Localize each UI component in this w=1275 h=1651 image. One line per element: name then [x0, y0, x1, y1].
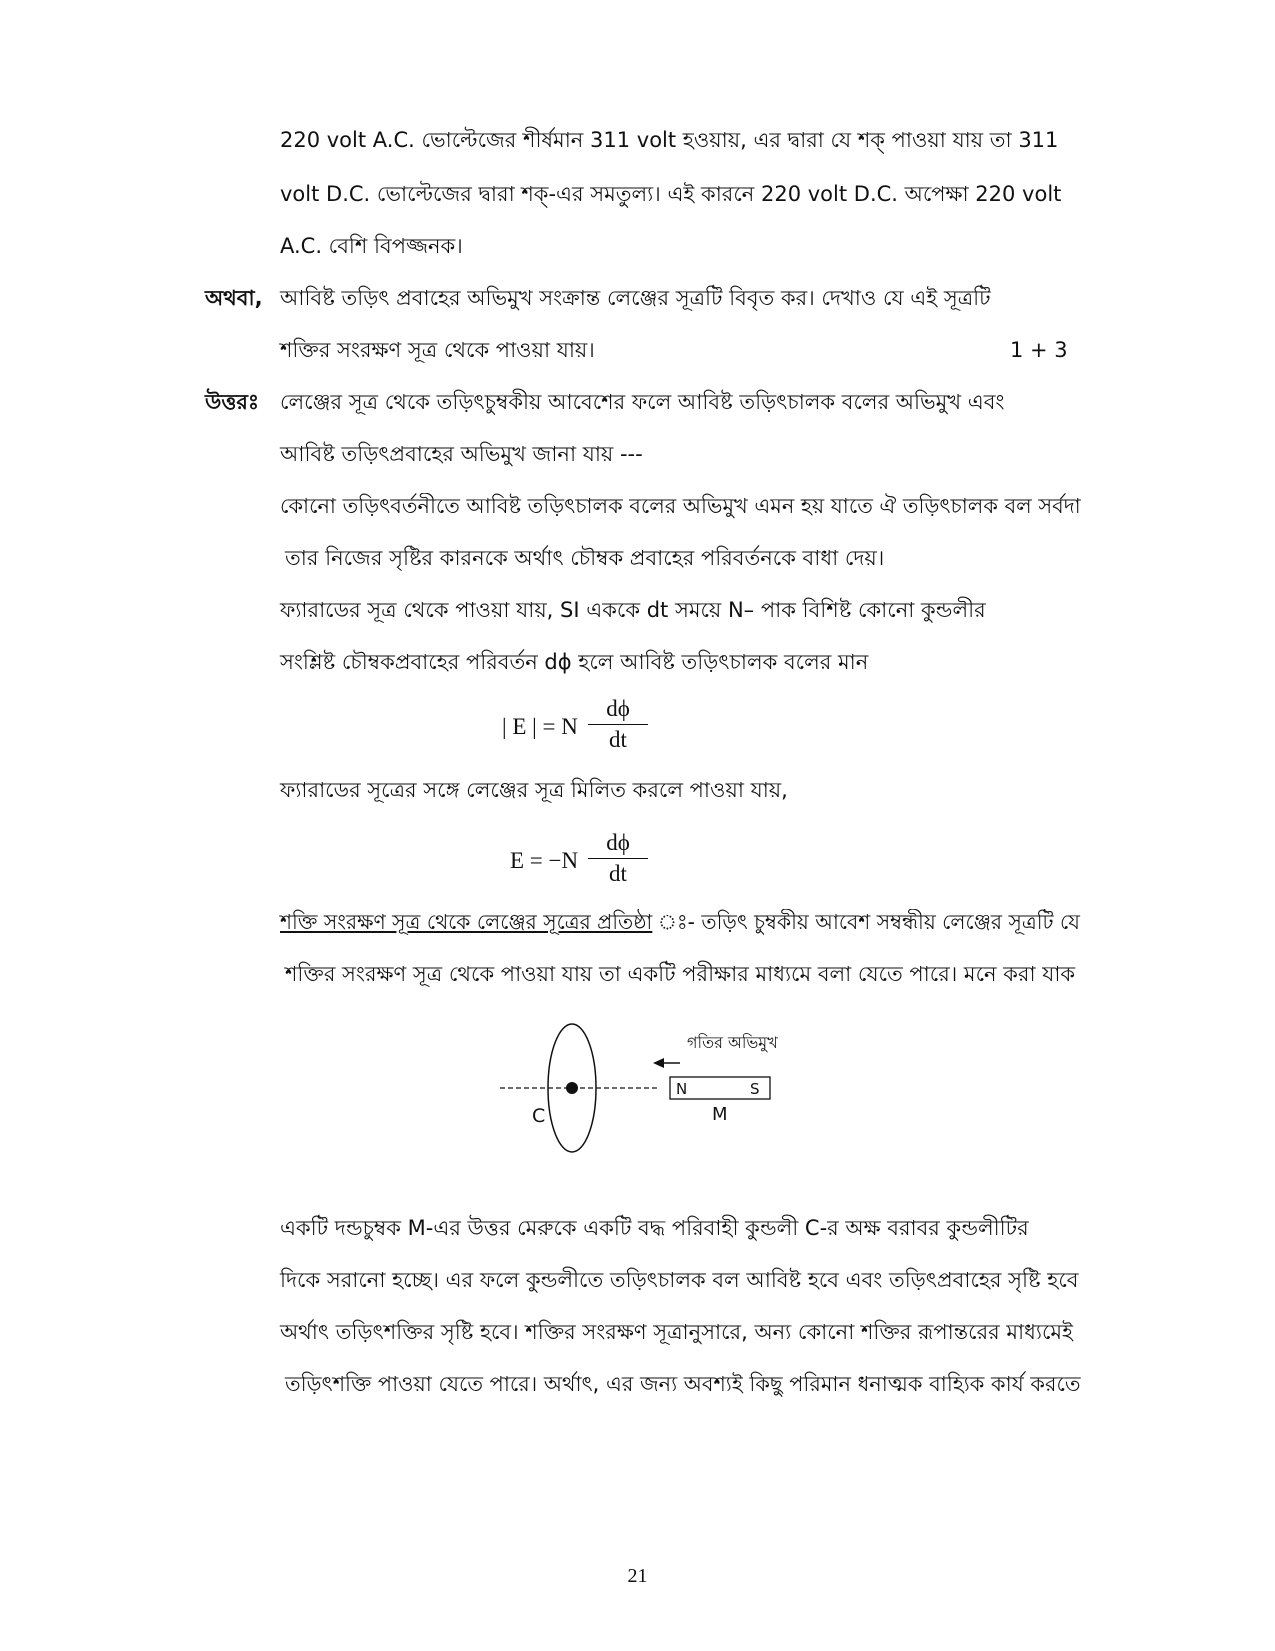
question-marks: 1 + 3	[1010, 338, 1068, 362]
conservation-line-1-rest: ঃ- তড়িৎ চুম্বকীয় আবেশ সম্বন্ধীয় লেঞ্জের সূত্রটি যে	[652, 910, 1080, 934]
conservation-heading: শক্তি সংরক্ষণ সূত্র থেকে লেঞ্জের সূত্রের প্রতিষ্ঠা	[280, 910, 653, 934]
formula-faraday-denominator: dt	[609, 727, 627, 752]
formula-faraday-fraction	[588, 696, 648, 753]
question-line-2: শক্তির সংরক্ষণ সূত্র থেকে পাওয়া যায়।	[280, 338, 595, 362]
answer-line-5: ফ্যারাডের সূত্র থেকে পাওয়া যায়, SI এককে dt সময়ে N– পাক বিশিষ্ট কোনো কুন্ডলীর	[280, 598, 986, 622]
paragraph-top-line-3: A.C. বেশি বিপজ্জনক।	[280, 234, 463, 258]
fraction-bar	[588, 724, 648, 725]
answer-line-4: তার নিজের সৃষ্টির কারনকে অর্থাৎ চৌম্বক প্রবাহের পরিবর্তনকে বাধা দেয়।	[285, 546, 885, 570]
answer-line-1: লেঞ্জের সূত্র থেকে তড়িৎচুম্বকীয় আবেশের ফলে আবিষ্ট তড়িৎচালক বলের অভিমুখ এবং	[280, 390, 1005, 414]
answer-line-3: কোনো তড়িৎবর্তনীতে আবিষ্ট তড়িৎচালক বলের অভিমুখ এমন হয় যাতে ঐ তড়িৎচালক বল সর্বদা	[280, 494, 1081, 518]
paragraph-top-line-2: volt D.C. ভোল্টেজের দ্বারা শক্-এর সমতুল্য। এই কারনে 220 volt D.C. অপেক্ষা 220 volt	[280, 182, 1062, 206]
paragraph-top-line-1: 220 volt A.C. ভোল্টেজের শীর্ষমান 311 volt হওয়ায়, এর দ্বারা যে শক্ পাওয়া যায় তা 311	[280, 128, 1059, 152]
fraction-bar	[588, 858, 648, 859]
question-line-1: আবিষ্ট তড়িৎ প্রবাহের অভিমুখ সংক্রান্ত লেঞ্জের সূত্রটি বিবৃত কর। দেখাও যে এই সূত্রটি	[280, 286, 991, 310]
explanation-line-2: দিকে সরানো হচ্ছে। এর ফলে কুন্ডলীতে তড়িৎচালক বল আবিষ্ট হবে এবং তড়িৎপ্রবাহের সৃষ্টি হবে	[280, 1268, 1079, 1292]
formula-faraday-numerator: dϕ	[606, 696, 630, 721]
formula-lenz-denominator: dt	[609, 861, 627, 886]
conservation-line-1	[280, 908, 1080, 936]
magnet-south-pole-label: S	[750, 1080, 760, 1098]
magnet-label: M	[712, 1104, 728, 1125]
page-number: 21	[627, 1565, 648, 1587]
motion-direction-label: গতির অভিমুখ	[687, 1033, 778, 1052]
coil-label: C	[532, 1105, 546, 1127]
formula-faraday	[502, 696, 662, 762]
coil-center-dot	[566, 1082, 578, 1094]
conservation-line-2: শক্তির সংরক্ষণ সূত্র থেকে পাওয়া যায় তা একটি পরীক্ষার মাধ্যমে বলা যেতে পারে। মনে করা যাক	[285, 962, 1076, 986]
formula-faraday-lhs: | E | = N	[502, 714, 578, 739]
formula-lenz-fraction	[588, 830, 648, 887]
answer-line-6: সংশ্লিষ্ট চৌম্বকপ্রবাহের পরিবর্তন dϕ হলে আবিষ্ট তড়িৎচালক বলের মান	[280, 650, 869, 674]
answer-label: উত্তরঃ	[205, 390, 260, 414]
formula-lenz-numerator: dϕ	[606, 830, 630, 855]
coil-magnet-diagram	[490, 1020, 800, 1160]
question-label: অথবা,	[205, 286, 263, 310]
explanation-line-1: একটি দন্ডচুম্বক M-এর উত্তর মেরুকে একটি বদ্ধ পরিবাহী কুন্ডলী C-র অক্ষ বরাবর কুন্ডলীটির	[280, 1216, 1029, 1240]
answer-line-7: ফ্যারাডের সূত্রের সঙ্গে লেঞ্জের সূত্র মিলিত করলে পাওয়া যায়,	[280, 778, 788, 802]
answer-line-2: আবিষ্ট তড়িৎপ্রবাহের অভিমুখ জানা যায় ---	[280, 442, 643, 466]
explanation-line-4: তড়িৎশক্তি পাওয়া যেতে পারে। অর্থাৎ, এর জন্য অবশ্যই কিছু পরিমান ধনাত্মক বাহ্যিক কার্য করতে	[285, 1372, 1081, 1396]
magnet-north-pole-label: N	[676, 1080, 688, 1098]
explanation-line-3: অর্থাৎ তড়িৎশক্তির সৃষ্টি হবে। শক্তির সংরক্ষণ সূত্রানুসারে, অন্য কোনো শক্তির রূপান্তরের মাধ্যমেই	[280, 1320, 1073, 1344]
formula-lenz-lhs: E = −N	[510, 848, 579, 873]
motion-arrow-icon	[653, 1058, 664, 1068]
formula-lenz	[510, 830, 670, 896]
